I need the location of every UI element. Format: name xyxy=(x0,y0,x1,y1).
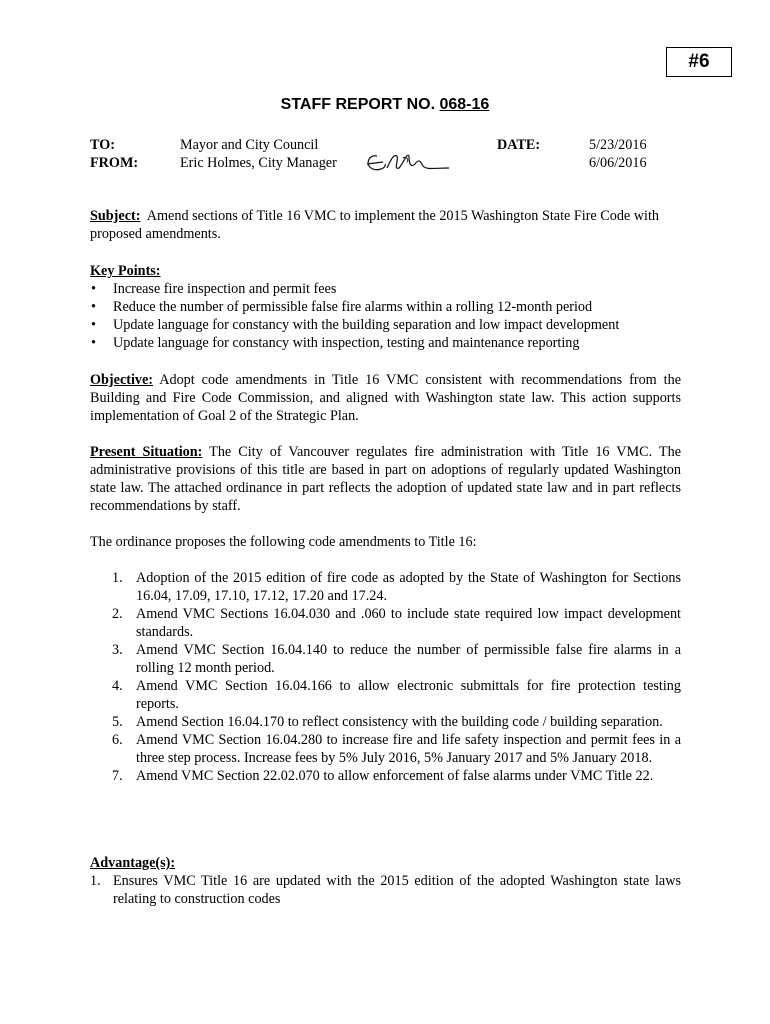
amendments-list xyxy=(90,569,681,785)
date-1: 5/23/2016 xyxy=(589,137,647,153)
list-item: • Reduce the number of permissible false fire alarms within a rolling 12-month period xyxy=(90,298,681,316)
item-number: 7. xyxy=(112,768,123,784)
item-number: 1. xyxy=(112,570,123,586)
present-situation-text: The City of Vancouver regulates fire administration with Title 16 VMC. The administrative provisions of this title are based in part on adoptions of regularly updated Washington state law. The attached ordinance in part reflects the adoption of updated state law and in part reflects recommendations by staff. xyxy=(90,444,681,514)
amendments-section xyxy=(90,569,681,785)
list-item: • Increase fire inspection and permit fees xyxy=(90,280,681,298)
list-item: • Update language for constancy with the building separation and low impact development xyxy=(90,316,681,334)
subject-label: Subject: xyxy=(90,208,141,224)
list-item xyxy=(90,767,681,785)
item-text: Adoption of the 2015 edition of fire code as adopted by the State of Washington for Sections 16.04, 17.09, 17.10, 17.12, 17.20 and 17.24. xyxy=(136,570,681,604)
report-number: 068-16 xyxy=(439,96,490,113)
item-number: 6. xyxy=(112,732,123,748)
list-item xyxy=(90,713,681,731)
date-label: DATE: xyxy=(497,137,541,153)
advantages-list xyxy=(90,872,681,908)
advantages-section xyxy=(90,854,681,908)
subject-section xyxy=(90,207,681,243)
list-item xyxy=(90,569,681,605)
ordinance-intro: The ordinance proposes the following code amendments to Title 16: xyxy=(90,534,477,550)
to-value: Mayor and City Council xyxy=(180,137,319,153)
present-situation-section xyxy=(90,443,681,515)
item-number: 2. xyxy=(112,606,123,622)
item-number: 3. xyxy=(112,642,123,658)
key-points-heading: Key Points: xyxy=(90,263,161,279)
date-2: 6/06/2016 xyxy=(589,155,647,171)
key-points-section xyxy=(90,262,681,352)
item-text: Amend VMC Section 22.02.070 to allow enforcement of false alarms under VMC Title 22. xyxy=(136,768,654,784)
list-item xyxy=(90,641,681,677)
signature-image xyxy=(363,142,453,180)
report-title-prefix: STAFF REPORT NO. xyxy=(280,96,440,113)
to-label: TO: xyxy=(90,137,115,153)
item-text: Amend Section 16.04.170 to reflect consistency with the building code / building separation. xyxy=(136,714,663,730)
from-label: FROM: xyxy=(90,155,139,171)
item-number: 4. xyxy=(112,678,123,694)
item-text: Amend VMC Section 16.04.166 to allow electronic submittals for fire protection testing reports. xyxy=(136,678,681,712)
objective-label: Objective: xyxy=(90,372,154,388)
from-value: Eric Holmes, City Manager xyxy=(180,155,337,171)
key-points-list xyxy=(90,280,681,352)
item-text: Ensures VMC Title 16 are updated with the 2015 edition of the adopted Washington state laws relating to construction codes xyxy=(113,873,681,907)
list-item xyxy=(90,677,681,713)
item-number: 5. xyxy=(112,714,123,730)
item-text: Amend VMC Section 16.04.140 to reduce the number of permissible false fire alarms in a rolling 12 month period. xyxy=(136,642,681,676)
subject-text: Amend sections of Title 16 VMC to implement the 2015 Washington State Fire Code with proposed amendments. xyxy=(90,208,659,242)
item-number: 1. xyxy=(90,873,101,889)
list-item: • Update language for constancy with inspection, testing and maintenance reporting xyxy=(90,334,681,352)
present-situation-label: Present Situation: xyxy=(90,444,203,460)
list-item xyxy=(90,872,681,908)
item-number-badge: #6 xyxy=(666,47,732,77)
item-text: Amend VMC Section 16.04.280 to increase fire and life safety inspection and permit fees in a three step process. Increase fees by 5% July 2016, 5% January 2017 and 5% January 2018. xyxy=(136,732,681,766)
report-title xyxy=(0,95,770,115)
advantages-heading: Advantage(s): xyxy=(90,855,176,871)
objective-section xyxy=(90,371,681,425)
list-item xyxy=(90,605,681,641)
list-item xyxy=(90,731,681,767)
item-text: Amend VMC Sections 16.04.030 and .060 to include state required low impact development standards. xyxy=(136,606,681,640)
objective-text: Adopt code amendments in Title 16 VMC consistent with recommendations from the Building and Fire Code Commission, and aligned with Washington state law. This action supports implementation of Goal 2 of the Strategic Plan. xyxy=(90,372,682,424)
